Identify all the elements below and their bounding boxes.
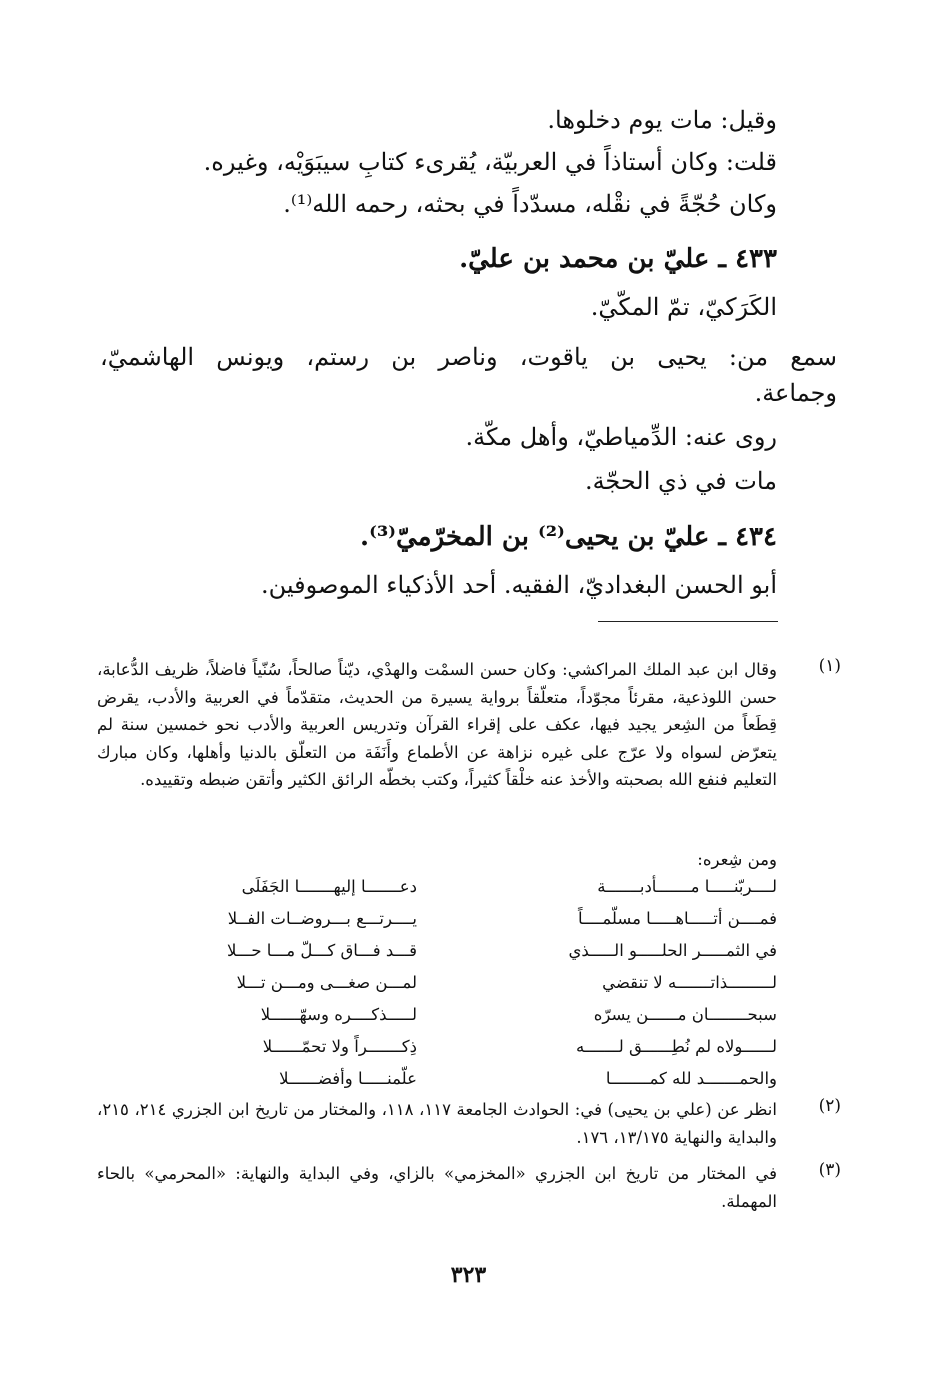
footnote-3-text: في المختار من تاريخ ابن الجزري «المخزمي» بالزاي، وفي البداية والنهاية: «المحرمي» بالحاء المهملة. <box>97 1164 777 1211</box>
verse-1-first-hemistich: لــــربّنـــــا مـــــــأدبـــــــة <box>597 877 777 896</box>
main-line-1: وقيل: مات يوم دخلوها. <box>547 106 777 134</box>
footnote-1-number: (١) <box>818 656 841 676</box>
verse-7-second-hemistich: علّمنـــــا وأفضــــــلا <box>279 1069 417 1088</box>
verse-6-first-hemistich: لــــــولاه لم نُطِــــــق لـــــــه <box>576 1037 777 1056</box>
entry-434-desc: أبو الحسن البغداديّ، الفقيه. أحد الأذكياء الموصوفين. <box>260 571 777 599</box>
entry-433-heard-from: سمع من: يحيى بن ياقوت، وناصر بن رستم، ويونس الهاشميّ، <box>100 343 838 371</box>
verse-5-first-hemistich: سبحــــــــان مــــــن يسرّه <box>593 1005 777 1024</box>
verse-2-first-hemistich: فمــــن أتـــــاهـــــا مسلّمــــاً <box>577 909 777 928</box>
entry-433-narrated: روى عنه: الدِّمياطيّ، وأهل مكّة. <box>465 423 777 451</box>
verse-5-second-hemistich: لـــــذكــــره وسهّــــــلا <box>260 1005 417 1024</box>
verse-2-second-hemistich: يــــرتـــع بـــروضــات الفــلا <box>227 909 417 928</box>
page-number: ٣٢٣ <box>450 1262 487 1288</box>
entry-433-death: مات في ذي الحجّة. <box>584 467 777 495</box>
entry-433-heading: ٤٣٣ ـ عليّ بن محمد بن عليّ. <box>459 244 777 274</box>
verse-4-second-hemistich: لمـــن صغـــى ومـــن تـــلا <box>236 973 417 992</box>
verse-7-first-hemistich: والحمـــــــد لله كمــــــــا <box>605 1069 777 1088</box>
entry-433-heard-from-cont: وجماعة. <box>754 379 837 407</box>
verse-3-first-hemistich: في الثمـــــر الحلـــــو الـــــذي <box>568 941 777 960</box>
footnote-3-number: (٣) <box>818 1160 841 1180</box>
verse-1-second-hemistich: دعـــــــا إليهـــــــا الجَفَلَى <box>241 877 417 896</box>
footnote-2-number: (٢) <box>818 1096 841 1116</box>
entry-434-heading: ٤٣٤ ـ عليّ بن يحيى⁽²⁾ بن المخرّميّ⁽³⁾. <box>360 522 777 552</box>
verse-6-second-hemistich: ذِكـــــــراً ولا تحمّــــــلا <box>262 1037 417 1056</box>
main-line-2: قلت: وكان أستاذاً في العربيّة، يُقرىء كتابِ سيبَوَيْه، وغيره. <box>203 148 777 176</box>
footnote-separator <box>598 621 778 622</box>
footnote-1-verse-intro: ومن شِعره: <box>697 850 777 869</box>
footnote-1-text: وقال ابن عبد الملك المراكشي: وكان حسن السمْت والهدْي، ديّناً صالحاً، سُنّياً فاضلاً، ظريف الدُّعابة، حسن اللوذعية، مقرئاً مجوّداً، متعلّقاً برواية يسيرة من الحديث، متقدّماً في العربية والأدب، يقرض قِطَعاً من الشِعر يجيد فيها، عكف على إقراء القرآن وتدريس العربية والأدب نحو خمسين سنة لم يتعرّض لسواه ولا عرّج على غيره نزاهة عن الأطماع وأَنَفَة من التعلّق بالدنيا وأهلها، وكان مبارك التعليم فنفع الله بصحبته والأخذ عنه خلْقاً كثيراً، وكتب بخطّه الرائق الكثير وأتقن ضبطه وتقييده. <box>97 660 777 789</box>
main-line-3: وكان حُجّةً في نقْله، مسدّداً في بحثه، رحمه الله⁽¹⁾. <box>283 190 777 218</box>
footnote-2-text: انظر عن (علي بن يحيى) في: الحوادث الجامعة ١١٧، ١١٨، والمختار من تاريخ ابن الجزري ٢١٤، ٢١٥، والبداية والنهاية ١٣/١٧٥، ١٧٦. <box>97 1100 777 1147</box>
entry-433-nisba: الكَرَكيّ، تمّ المكّيّ. <box>590 293 777 321</box>
verse-3-second-hemistich: قـــد فـــاق كـــلّ مـــا حـــلا <box>226 941 417 960</box>
verse-4-first-hemistich: لـــــــــذاتـــــــه لا تنقضي <box>602 973 777 992</box>
